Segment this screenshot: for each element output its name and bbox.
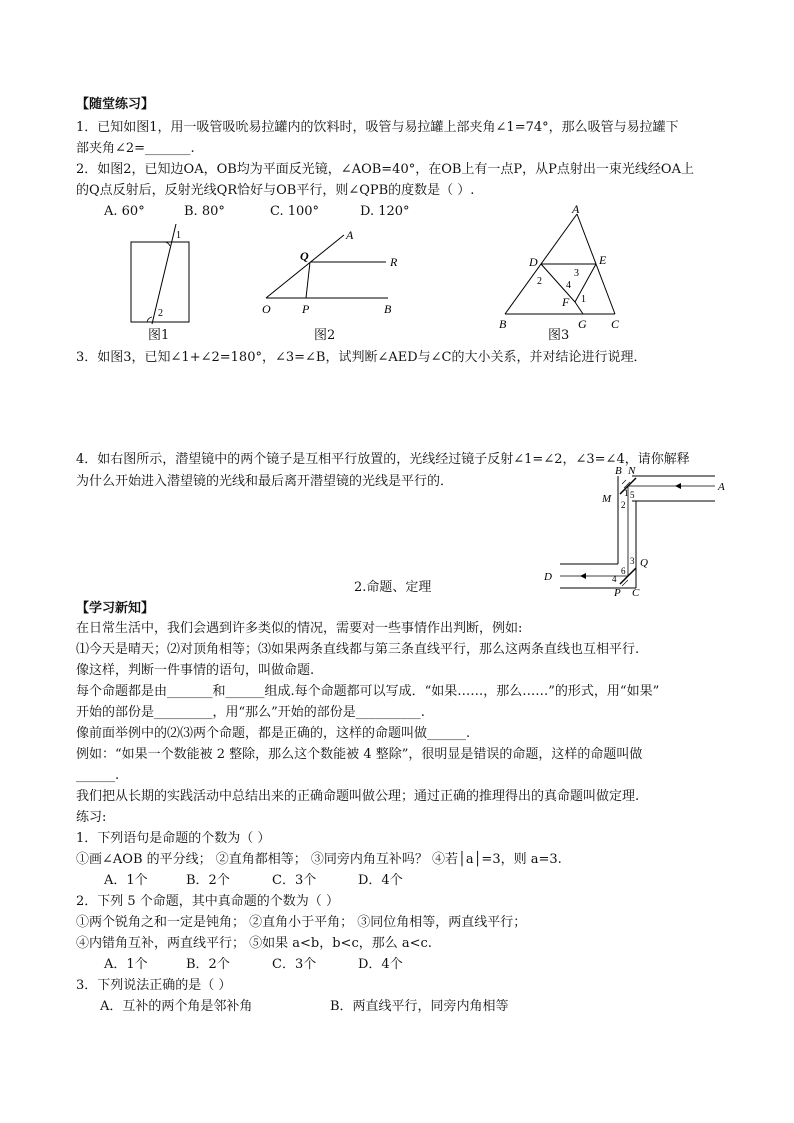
peri-label-c: C [632, 587, 640, 599]
fig3-label-b: B [499, 317, 507, 331]
fig2-caption: 图2 [314, 328, 336, 343]
exercise-3-option-a: A．互补的两个角是邻补角 [100, 999, 253, 1014]
fig2-label-o: O [262, 302, 271, 316]
learn-p3: 像这样，判断一件事情的语句，叫做命题. [76, 663, 315, 678]
exercise-2-option-d: D．4个 [358, 957, 403, 972]
fig1-label-2: 2 [158, 308, 163, 319]
fig3-label-2: 2 [537, 276, 542, 287]
exercise-1-option-c: C．3个 [272, 873, 317, 888]
fig3-label-1: 1 [581, 294, 586, 305]
exercise-2-option-a: A．1个 [104, 957, 148, 972]
fig3-label-f: F [562, 295, 570, 309]
learn-p6: 像前面举例中的⑵⑶两个命题，都是正确的，这样的命题叫做______. [76, 726, 471, 741]
exercise-3-option-b: B．两直线平行，同旁内角相等 [330, 999, 509, 1014]
peri-label-q: Q [640, 557, 648, 569]
fig3-label-d: D [529, 255, 538, 269]
q3: 3．如图3，已知∠1+∠2=180°，∠3=∠B，试判断∠AED与∠C的大小关系，并对结论进行说理． [76, 350, 647, 365]
learn-p5: 开始的部份是_________，用“那么”开始的部份是__________. [76, 705, 425, 720]
q2-option-d: D. 120° [360, 204, 410, 219]
fig3-label-a: A [572, 202, 580, 216]
peri-label-5: 5 [630, 490, 635, 500]
exercise-1-option-a: A．1个 [104, 873, 148, 888]
fig3-label-3: 3 [574, 268, 579, 279]
fig2-label-a: A [346, 228, 354, 242]
peri-label-m: M [602, 493, 612, 505]
exercise-2: 2．下列 5 个命题，其中真命题的个数为（ ） [76, 894, 339, 909]
learn-p1: 在日常生活中，我们会遇到许多类似的情况，需要对一些事情作出判断，例如: [76, 621, 523, 636]
fig3-label-4: 4 [566, 280, 571, 291]
exercise-2-items-2: ④内错角互补，两直线平行； ⑤如果 a<b，b<c，那么 a<c. [76, 936, 432, 951]
peri-label-n: N [628, 465, 636, 477]
learn-p10: 练习: [76, 810, 107, 825]
exercise-2-option-c: C．3个 [272, 957, 317, 972]
learn-p8: ______. [76, 768, 120, 783]
q1-line1: 1．已知如图1，用一吸管吸吮易拉罐内的饮料时，吸管与易拉罐上部夹角∠1=74°，那么吸管与易拉罐下 [76, 120, 679, 135]
q2-option-a: A. 60° [104, 204, 145, 219]
exercise-1: 1．下列语句是命题的个数为（ ） [76, 831, 271, 846]
periscope-figure [540, 462, 740, 600]
fig2-label-p: P [302, 302, 310, 316]
q1-line2: 部夹角∠2=_______. [76, 141, 195, 156]
peri-label-a: A [718, 481, 725, 493]
exercise-1-items: ①画∠AOB 的平分线； ②直角都相等； ③同旁内角互补吗？ ④若│a│=3，则 a=3. [76, 852, 562, 867]
exercise-2-option-b: B．2个 [186, 957, 230, 972]
learn-p2: ⑴今天是晴天；⑵对顶角相等；⑶如果两条直线都与第三条直线平行，那么这两条直线也互相平行. [76, 642, 640, 657]
fig2-label-b: B [384, 302, 392, 316]
q2-line2: 的Q点反射后，反射光线QR恰好与OB平行，则∠QPB的度数是（ ）. [76, 183, 475, 198]
figure-1 [120, 222, 200, 326]
q4-line1: 4．如右图所示，潜望镜中的两个镜子是互相平行放置的，光线经过镜子反射∠1=∠2，∠3=∠4，请你解释 [76, 452, 690, 467]
peri-label-2: 2 [621, 500, 626, 510]
fig3-caption: 图3 [548, 328, 570, 343]
peri-label-4: 4 [612, 574, 617, 584]
figure-2 [258, 225, 408, 320]
practice-header: 【随堂练习】 [76, 97, 155, 112]
learn-header: 【学习新知】 [76, 601, 155, 616]
fig2-label-q: Q [300, 249, 309, 263]
fig3-label-e: E [599, 253, 607, 267]
section-title: 2.命题、定理 [354, 580, 432, 595]
q2-line1: 2．如图2，已知边OA，OB均为平面反光镜，∠AOB=40°，在OB上有一点P，从P点射出一束光线经OA上 [76, 162, 694, 177]
fig3-label-g: G [578, 317, 587, 331]
fig2-label-r: R [390, 255, 398, 269]
exercise-1-option-b: B．2个 [186, 873, 230, 888]
learn-p7: 例如：“如果一个数能被 2 整除，那么这个数能被 4 整除”，很明显是错误的命题，这样的命题叫做 [76, 747, 643, 762]
learn-p9: 我们把从长期的实践活动中总结出来的正确命题叫做公理；通过正确的推理得出的真命题叫做定理. [76, 789, 640, 804]
peri-label-b: B [615, 465, 622, 477]
learn-p4: 每个命题都是由_______和______组成.每个命题都可以写成．“如果……，那么……”的形式，用“如果” [76, 684, 660, 699]
figure-3 [493, 202, 633, 332]
peri-label-3: 3 [630, 556, 635, 566]
fig3-label-c: C [611, 317, 620, 331]
q2-option-b: B. 80° [184, 204, 225, 219]
peri-label-p: P [614, 587, 621, 599]
exercise-1-option-d: D．4个 [358, 873, 403, 888]
fig1-caption: 图1 [148, 328, 170, 343]
peri-label-1: 1 [624, 488, 629, 498]
fig1-label-1: 1 [176, 230, 181, 241]
q4-line2: 为什么开始进入潜望镜的光线和最后离开潜望镜的光线是平行的． [76, 474, 454, 489]
peri-label-d: D [544, 571, 552, 583]
q2-option-c: C. 100° [270, 204, 320, 219]
exercise-2-items-1: ①两个锐角之和一定是钝角； ②直角小于平角； ③同位角相等，两直线平行； [76, 915, 527, 930]
exercise-3: 3．下列说法正确的是（ ） [76, 978, 232, 993]
peri-label-6: 6 [621, 566, 626, 576]
